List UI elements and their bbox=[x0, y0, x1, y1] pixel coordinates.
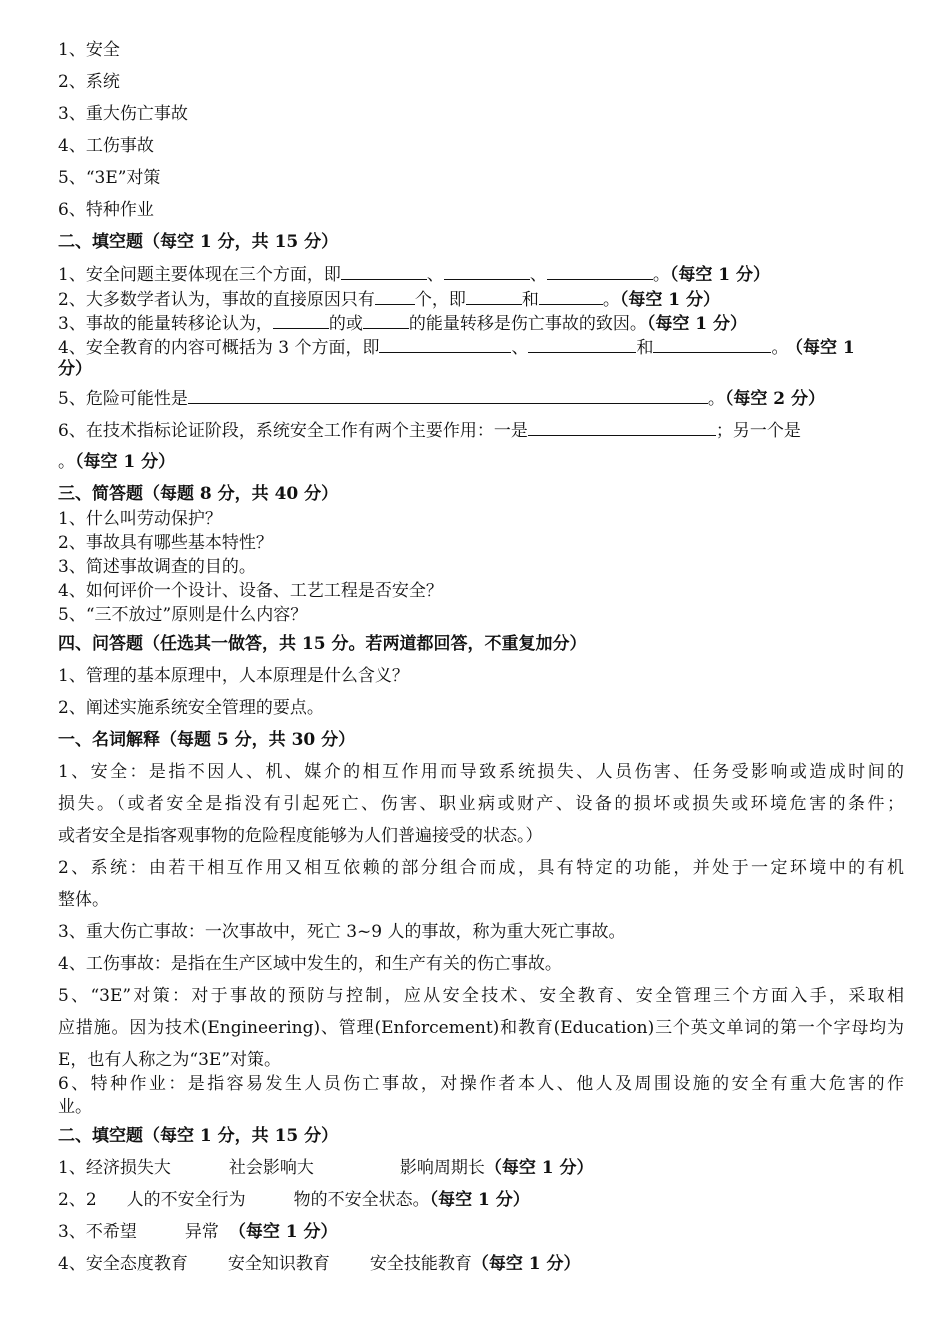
fill-answer: 影响周期长 bbox=[399, 1158, 485, 1178]
fill-answer: 2、2 bbox=[58, 1190, 97, 1210]
fill-answer: 人的不安全行为 bbox=[126, 1190, 246, 1210]
answer-blank[interactable] bbox=[379, 336, 511, 353]
answer-line: 5、“3E”对策：对于事故的预防与控制，应从安全技术、安全教育、安全管理三个方面入手，采取相 bbox=[58, 986, 904, 1006]
short-question: 1、什么叫劳动保护？ bbox=[58, 509, 222, 529]
fill-answer: 异常 bbox=[184, 1222, 219, 1242]
fill-question-3 bbox=[58, 312, 747, 335]
score-note: （每空 2 分） bbox=[724, 389, 825, 409]
answer-line: 损失。（或者安全是指没有引起死亡、伤害、职业病或财产、设备的损坏或损失或环境危害的条件； bbox=[58, 794, 904, 814]
answer-line: 6、特种作业：是指容易发生人员伤亡事故，对操作者本人、他人及周围设施的安全有重大危害的作 bbox=[58, 1074, 904, 1094]
answer-line: 整体。 bbox=[58, 890, 109, 910]
score-note: （每空 1 分） bbox=[484, 1158, 594, 1178]
answer-blank[interactable] bbox=[273, 312, 329, 329]
question-text: 2、大多数学者认为，事故的直接原因只有 bbox=[58, 290, 375, 310]
answer-line: E，也有人称之为“3E”对策。 bbox=[58, 1050, 282, 1070]
question-text: 、 bbox=[511, 338, 529, 358]
term-item: 4、工伤事故 bbox=[58, 136, 154, 156]
fill-question-6 bbox=[58, 419, 801, 442]
question-text: 1、安全问题主要体现在三个方面，即 bbox=[58, 265, 341, 285]
fill-answer: 安全知识教育 bbox=[227, 1254, 330, 1274]
separator: 。 bbox=[652, 265, 670, 285]
question-text: 的或 bbox=[328, 314, 363, 334]
answer-line: 应措施。因为技术(Engineering)、管理(Enforcement)和教育(Education)三个英文单词的第一个字母均为 bbox=[58, 1018, 904, 1038]
term-item: 3、重大伤亡事故 bbox=[58, 104, 188, 124]
essay-question: 2、阐述实施系统安全管理的要点。 bbox=[58, 698, 324, 718]
question-text: 。 bbox=[707, 389, 725, 409]
score-note: （每空 1 分） bbox=[75, 452, 176, 472]
fill-answer: 3、不希望 bbox=[58, 1222, 137, 1242]
short-question: 3、简述事故调查的目的。 bbox=[58, 557, 256, 577]
answer-blank[interactable] bbox=[363, 312, 409, 329]
question-text: 和 bbox=[521, 290, 539, 310]
score-note: （每空 1 bbox=[794, 338, 855, 358]
answer-blank[interactable] bbox=[444, 263, 530, 280]
question-text: 3、事故的能量转移论认为， bbox=[58, 314, 273, 334]
fill-answer-row bbox=[58, 1189, 530, 1211]
fill-question-6-cont bbox=[58, 451, 175, 473]
score-note: （每空 1 分） bbox=[619, 290, 720, 310]
section-heading-answers: 一、名词解释（每题 5 分，共 30 分） bbox=[58, 730, 356, 750]
fill-answer: 社会影响大 bbox=[228, 1158, 314, 1178]
term-item: 5、“3E”对策 bbox=[58, 168, 161, 188]
answer-blank[interactable] bbox=[547, 263, 653, 280]
short-question: 2、事故具有哪些基本特性？ bbox=[58, 533, 273, 553]
answer-line: 业。 bbox=[58, 1097, 92, 1117]
short-question: 4、如何评价一个设计、设备、工艺工程是否安全？ bbox=[58, 581, 443, 601]
question-text: 个，即 bbox=[414, 290, 466, 310]
term-item: 6、特种作业 bbox=[58, 200, 154, 220]
fill-answer: 4、安全态度教育 bbox=[58, 1254, 188, 1274]
answer-line: 或者安全是指客观事物的危险程度能够为人们普遍接受的状态。） bbox=[58, 826, 543, 846]
answer-blank[interactable] bbox=[188, 387, 708, 404]
answer-blank[interactable] bbox=[528, 419, 716, 436]
question-text: 。 bbox=[771, 338, 789, 358]
question-text: 。 bbox=[58, 452, 75, 472]
question-text: 的能量转移是伤亡事故的致因。 bbox=[408, 314, 647, 334]
essay-question: 1、管理的基本原理中，人本原理是什么含义？ bbox=[58, 666, 409, 686]
answer-blank[interactable] bbox=[341, 263, 427, 280]
section-heading-fill: 二、填空题（每空 1 分，共 15 分） bbox=[58, 232, 339, 252]
answer-line: 4、工伤事故：是指在生产区域中发生的，和生产有关的伤亡事故。 bbox=[58, 954, 562, 974]
fill-answer-row bbox=[58, 1221, 338, 1243]
fill-question-2 bbox=[58, 288, 720, 311]
answer-blank[interactable] bbox=[528, 336, 636, 353]
fill-answer: 物的不安全状态。 bbox=[293, 1190, 430, 1210]
fill-answer: 安全技能教育 bbox=[369, 1254, 472, 1274]
section-heading-short: 三、简答题（每题 8 分，共 40 分） bbox=[58, 484, 339, 504]
score-note: （每空 1 分） bbox=[669, 265, 770, 285]
score-note: （每空 1 分） bbox=[471, 1254, 581, 1274]
answer-line: 3、重大伤亡事故：一次事故中，死亡 3~9 人的事故，称为重大死亡事故。 bbox=[58, 922, 626, 942]
score-note-continued: 分） bbox=[58, 359, 92, 379]
fill-answer: 1、经济损失大 bbox=[58, 1158, 171, 1178]
term-item: 1、安全 bbox=[58, 40, 120, 60]
section-heading-essay: 四、问答题（任选其一做答，共 15 分。若两道都回答，不重复加分） bbox=[58, 634, 587, 654]
separator: 、 bbox=[426, 265, 444, 285]
answer-line: 2、系统：由若干相互作用又相互依赖的部分组合而成，具有特定的功能，并处于一定环境中的有机 bbox=[58, 858, 904, 878]
short-question: 5、“三不放过”原则是什么内容？ bbox=[58, 605, 308, 625]
question-text: ；另一个是 bbox=[715, 421, 801, 441]
fill-question-4 bbox=[58, 336, 855, 359]
answer-blank[interactable] bbox=[539, 288, 603, 305]
fill-question-1 bbox=[58, 263, 770, 286]
fill-question-5 bbox=[58, 387, 825, 410]
score-note: （每空 1 分） bbox=[228, 1222, 338, 1242]
question-text: 4、安全教育的内容可概括为 3 个方面，即 bbox=[58, 338, 380, 358]
score-note: （每空 1 分） bbox=[429, 1190, 530, 1210]
question-text: 。 bbox=[602, 290, 620, 310]
separator: 、 bbox=[529, 265, 547, 285]
answer-blank[interactable] bbox=[466, 288, 522, 305]
term-item: 2、系统 bbox=[58, 72, 120, 92]
question-text: 和 bbox=[636, 338, 654, 358]
fill-answer-row bbox=[58, 1253, 581, 1275]
answer-blank[interactable] bbox=[375, 288, 415, 305]
answer-line: 1、安全：是指不因人、机、媒介的相互作用而导致系统损失、人员伤害、任务受影响或造成时间的 bbox=[58, 762, 904, 782]
answer-blank[interactable] bbox=[653, 336, 771, 353]
question-text: 6、在技术指标论证阶段，系统安全工作有两个主要作用：一是 bbox=[58, 421, 528, 441]
fill-answer-row bbox=[58, 1157, 594, 1179]
question-text: 5、危险可能性是 bbox=[58, 389, 188, 409]
score-note: （每空 1 分） bbox=[646, 314, 747, 334]
section-heading-fill-answers: 二、填空题（每空 1 分，共 15 分） bbox=[58, 1126, 339, 1146]
